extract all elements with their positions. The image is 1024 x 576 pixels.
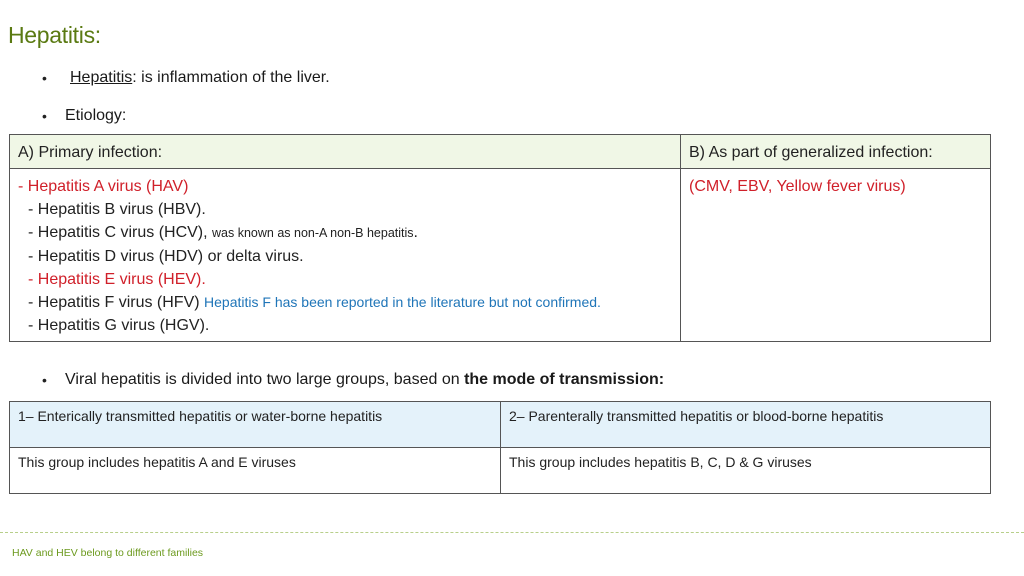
bullet-marker: • xyxy=(42,372,47,388)
parenteral-body: This group includes hepatitis B, C, D & G viruses xyxy=(501,448,991,494)
list-item-hev: - Hepatitis E virus (HEV). xyxy=(28,271,206,288)
generalized-infection-header: B) As part of generalized infection: xyxy=(681,135,991,169)
list-item-hgv: - Hepatitis G virus (HGV). xyxy=(28,317,210,334)
transmission-bullet xyxy=(65,371,664,389)
etiology-bullet: Etiology: xyxy=(65,107,127,124)
list-item-hbv: - Hepatitis B virus (HBV). xyxy=(28,201,206,218)
transmission-intro: Viral hepatitis is divided into two large groups, based on xyxy=(65,371,465,388)
list-item-hdv: - Hepatitis D virus (HDV) or delta virus. xyxy=(28,248,304,265)
bullet-marker: • xyxy=(42,108,47,124)
generalized-infection-cell xyxy=(681,169,991,342)
list-item-hcv xyxy=(18,221,672,245)
enteric-body: This group includes hepatitis A and E viruses xyxy=(10,448,501,494)
list-item-hav: - Hepatitis A virus (HAV) xyxy=(18,178,189,195)
transmission-intro-bold: the mode of transmission: xyxy=(464,371,665,388)
hfv-text: - Hepatitis F virus (HFV) xyxy=(28,294,205,311)
primary-infection-header: A) Primary infection: xyxy=(10,135,681,169)
list-item-hfv xyxy=(18,291,672,314)
primary-infection-cell xyxy=(10,169,681,342)
hepatitis-term: Hepatitis xyxy=(70,69,133,86)
hcv-note: was known as non-A non-B hepatitis xyxy=(212,226,414,240)
footer-divider xyxy=(0,532,1024,533)
etiology-table xyxy=(9,134,991,342)
generalized-infection-list: (CMV, EBV, Yellow fever virus) xyxy=(689,178,906,195)
footer-note: HAV and HEV belong to different families xyxy=(12,547,204,559)
transmission-table xyxy=(9,401,991,494)
hcv-end: . xyxy=(413,224,418,241)
hfv-note: Hepatitis F has been reported in the literature but not confirmed. xyxy=(204,294,601,310)
parenteral-header: 2– Parenterally transmitted hepatitis or blood-borne hepatitis xyxy=(501,402,991,448)
enteric-header: 1– Enterically transmitted hepatitis or water-borne hepatitis xyxy=(10,402,501,448)
hcv-text: - Hepatitis C virus (HCV), xyxy=(28,224,213,241)
bullet-marker: • xyxy=(42,70,47,86)
definition-bullet xyxy=(70,69,330,87)
page-title: Hepatitis: xyxy=(8,22,101,48)
definition-text: : is inflammation of the liver. xyxy=(132,69,330,86)
